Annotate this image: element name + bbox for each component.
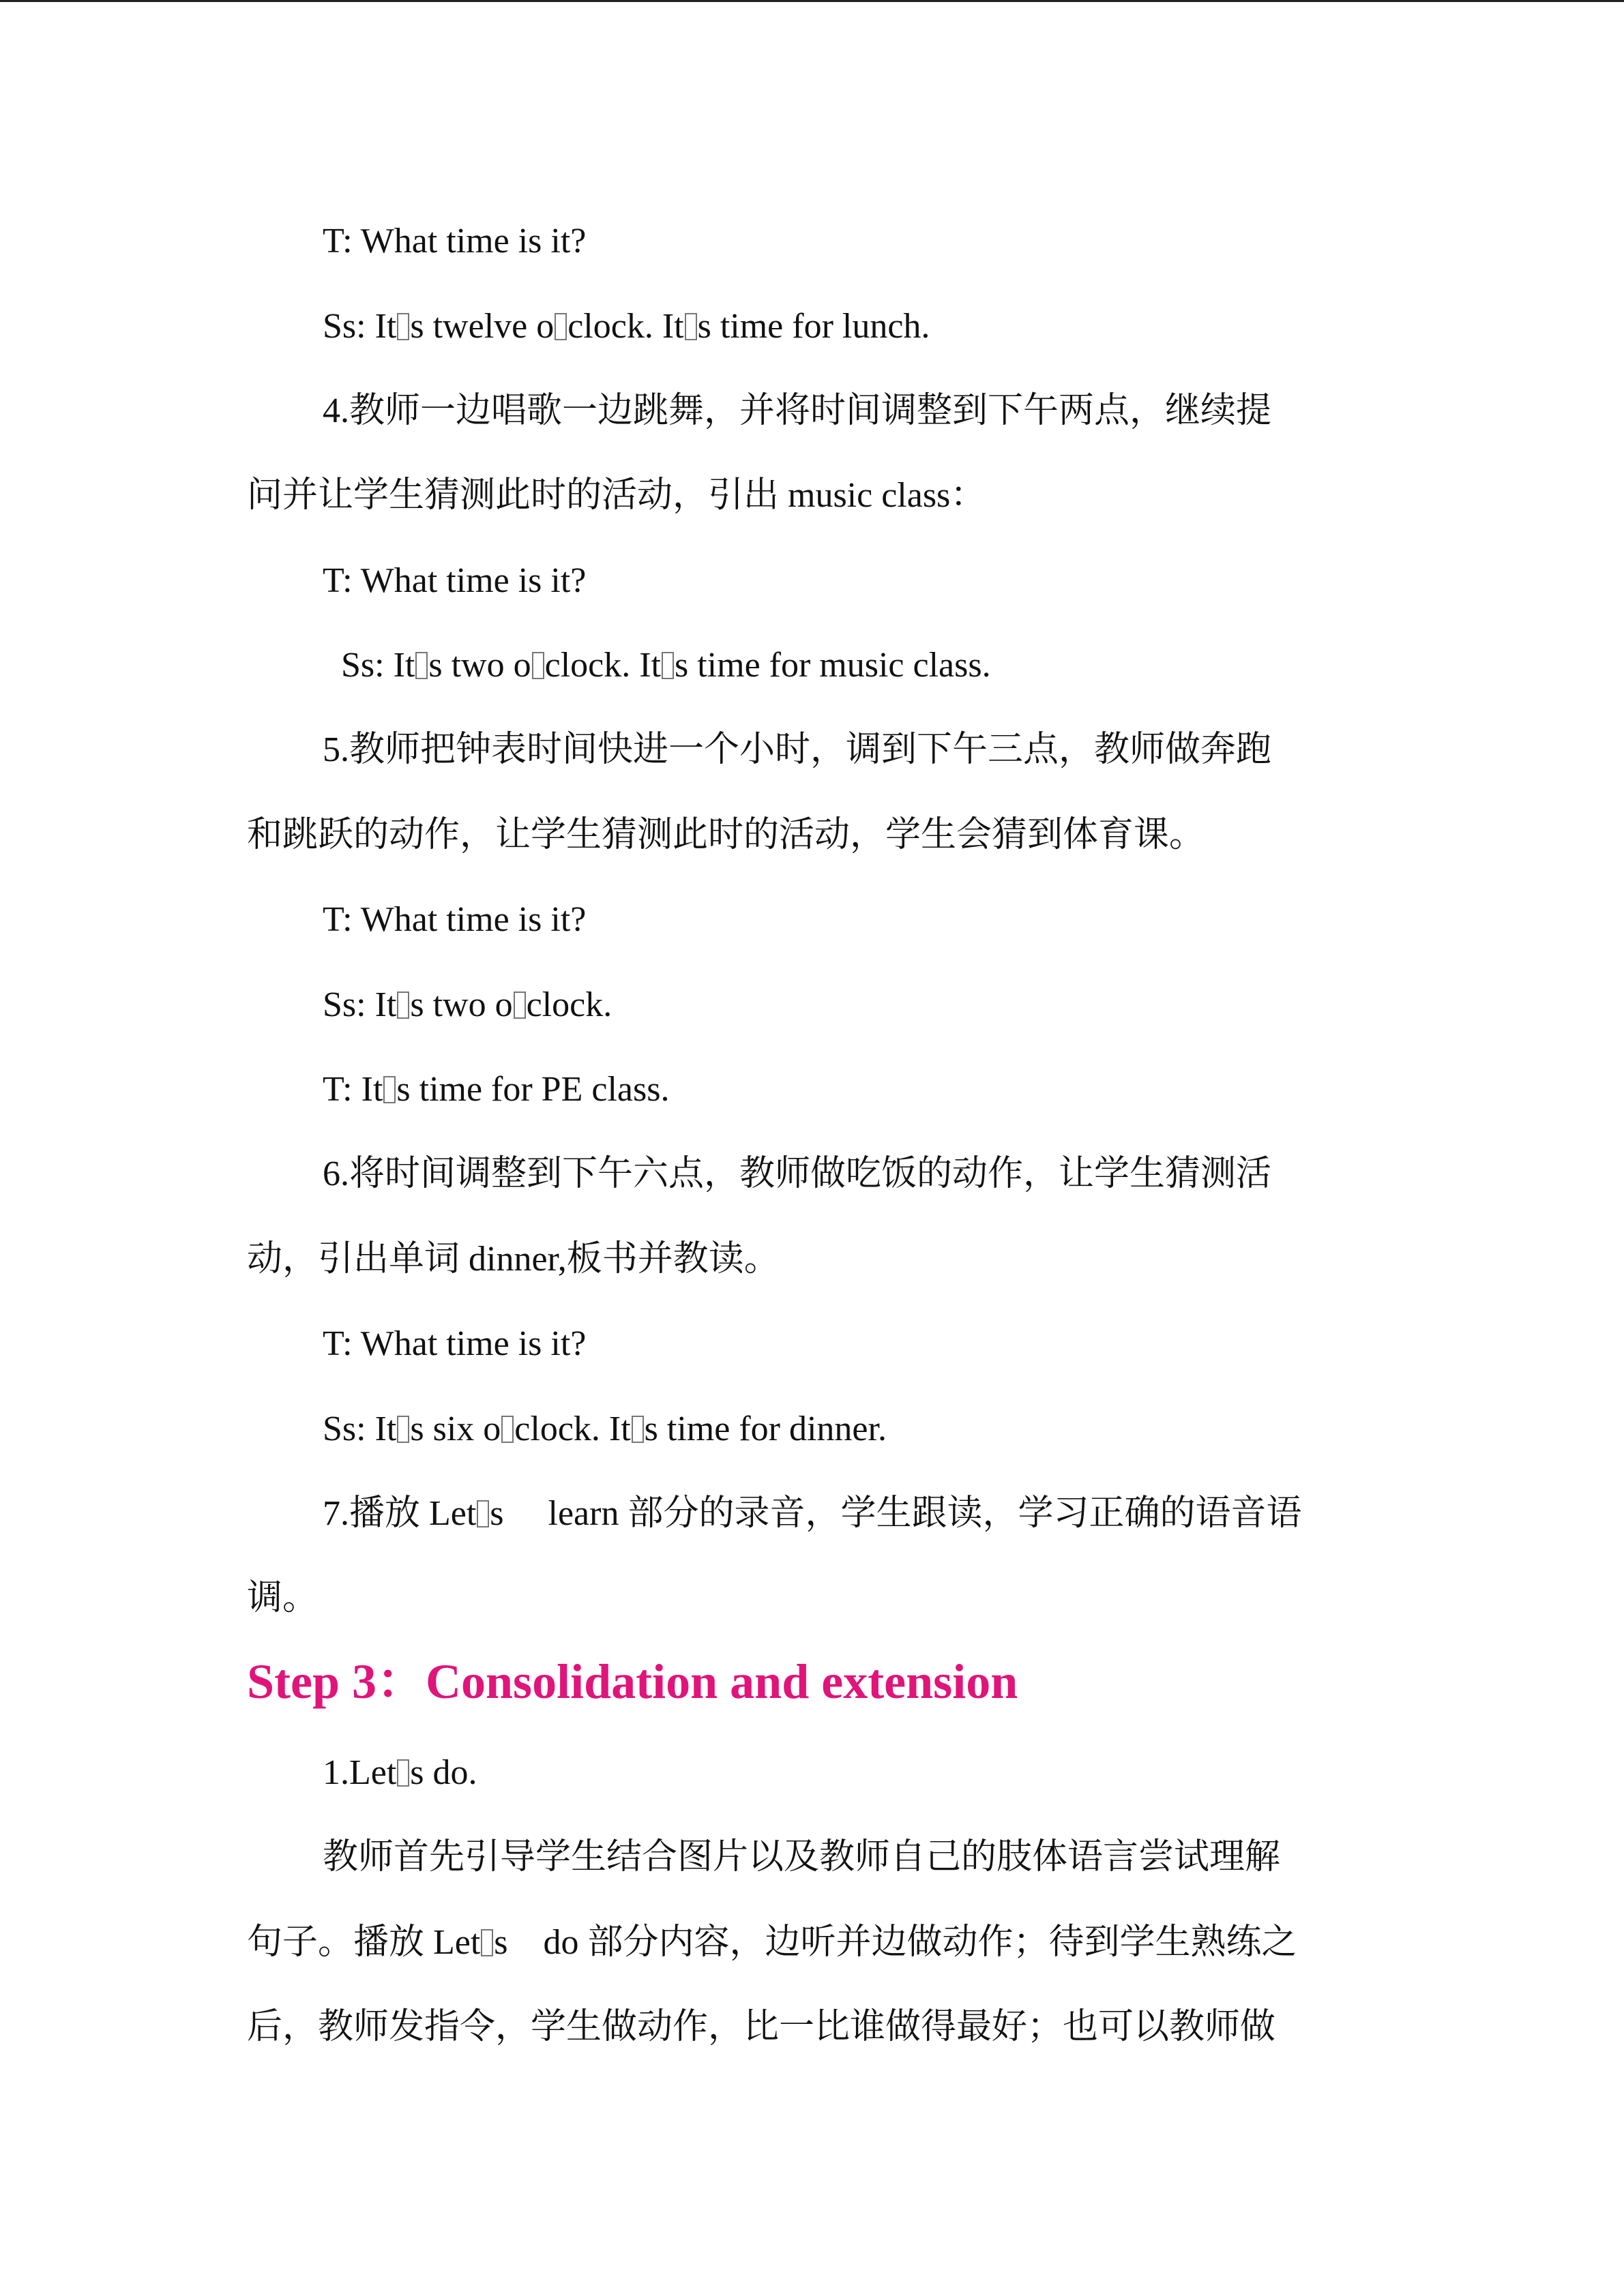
dialogue-line: Ss: It s twelve o clock. It s time for lunch. xyxy=(323,307,930,346)
missing-glyph-box xyxy=(397,1759,409,1787)
paragraph-line: 后，教师发指令，学生做动作，比一比谁做得最好；也可以教师做 xyxy=(247,2008,1276,2046)
dialogue-line: T: It s time for PE class. xyxy=(323,1070,670,1109)
missing-glyph-box xyxy=(383,1076,396,1103)
missing-glyph-box xyxy=(397,313,409,340)
dialogue-line: Ss: It s two o clock. It s time for music class. xyxy=(341,646,991,685)
paragraph-line: 7.播放 Let s learn 部分的录音，学生跟读，学习正确的语音语 xyxy=(323,1494,1302,1533)
missing-glyph-box xyxy=(397,992,409,1019)
missing-glyph-box xyxy=(662,652,674,679)
paragraph-line: 教师首先引导学生结合图片以及教师自己的肢体语言尝试理解 xyxy=(323,1838,1281,1877)
paragraph-line: 1.Let s do. xyxy=(323,1753,477,1792)
dialogue-line: Ss: It s two o clock. xyxy=(323,985,612,1024)
missing-glyph-box xyxy=(555,313,567,340)
missing-glyph-box xyxy=(481,1929,493,1956)
dialogue-line: T: What time is it? xyxy=(323,561,587,600)
missing-glyph-box xyxy=(685,313,697,340)
missing-glyph-box xyxy=(501,1416,514,1443)
paragraph-line: 句子。播放 Let s do 部分内容，边听并边做动作；待到学生熟练之 xyxy=(247,1923,1297,1962)
paragraph-line: 和跳跃的动作，让学生猜测此时的活动，学生会猜到体育课。 xyxy=(247,816,1205,854)
missing-glyph-box xyxy=(415,652,428,679)
dialogue-line: T: What time is it? xyxy=(323,1324,587,1363)
missing-glyph-box xyxy=(477,1500,489,1527)
paragraph-line: 5.教师把钟表时间快进一个小时，调到下午三点，教师做奔跑 xyxy=(323,730,1272,769)
dialogue-line: T: What time is it? xyxy=(323,900,587,939)
paragraph-line: 调。 xyxy=(247,1579,319,1617)
paragraph-line: 动，引出单词 dinner,板书并教读。 xyxy=(247,1240,780,1279)
missing-glyph-box xyxy=(532,652,544,679)
missing-glyph-box xyxy=(632,1416,644,1443)
missing-glyph-box xyxy=(397,1416,409,1443)
paragraph-line: 4.教师一边唱歌一边跳舞，并将时间调整到下午两点，继续提 xyxy=(323,391,1272,430)
dialogue-line: Ss: It s six o clock. It s time for dinner. xyxy=(323,1410,887,1448)
section-heading: Step 3：Consolidation and extension xyxy=(247,1654,1018,1709)
missing-glyph-box xyxy=(514,992,526,1019)
page-top-border xyxy=(0,0,1624,2)
dialogue-line: T: What time is it? xyxy=(323,222,587,260)
paragraph-line: 问并让学生猜测此时的活动，引出 music class： xyxy=(247,476,986,515)
paragraph-line: 6.将时间调整到下午六点，教师做吃饭的动作，让学生猜测活 xyxy=(323,1154,1272,1193)
